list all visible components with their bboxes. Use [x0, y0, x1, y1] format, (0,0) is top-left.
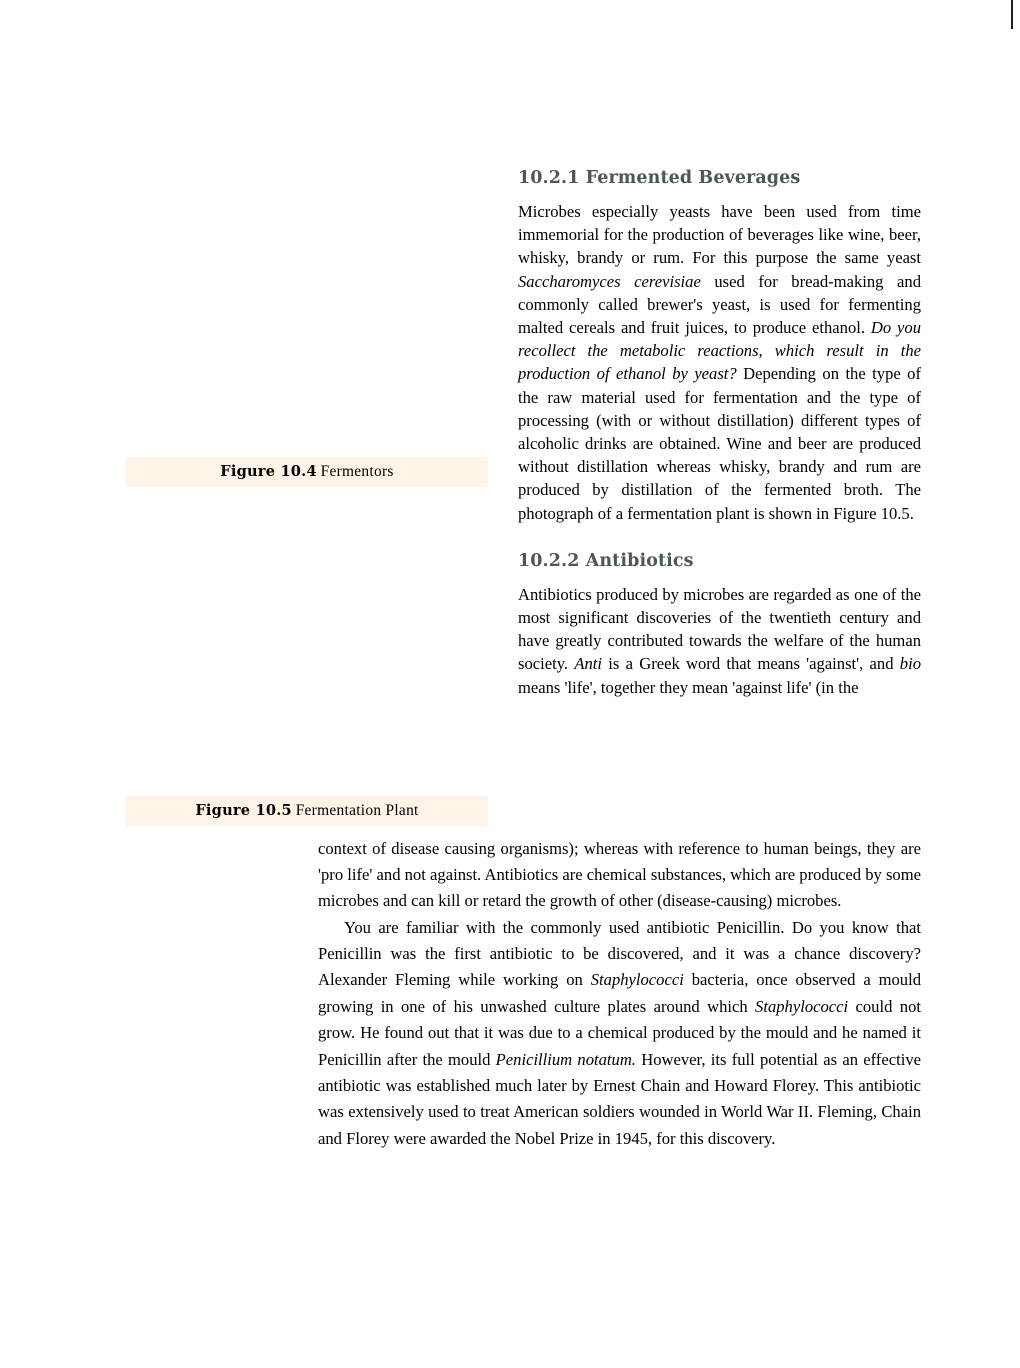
page-edge-mark — [1011, 0, 1013, 29]
text-run: You are familiar with the commonly used antibiotic Penicillin. Do you know that Penicillin was the first antibiotic to be discovered, and it was a chance discovery? Alexander Fleming while working on — [318, 917, 921, 990]
text-run: context of disease causing organisms); whereas with reference to human beings, they are 'pro life' and not against. Antibiotics are chemical substances, which are produced by some microbes and can kill or retard the growth of other (disease-causing) microbes. — [318, 839, 921, 911]
figure-caption-label: Figure 10.5 — [195, 802, 292, 819]
italic-bio: bio — [899, 654, 921, 674]
text-run: Microbes especially yeasts have been used from time immemorial for the production of beverages like wine, beer, whisky, brandy or rum. For this purpose the same yeast — [518, 202, 921, 268]
section-heading-10-2-2: 10.2.2 Antibiotics — [518, 550, 694, 571]
italic-staphylococci-1: Staphylococci — [590, 970, 684, 990]
text-run: Antibiotics produced by microbes are regarded as one of the most significant discoveries of the twentieth century and have greatly contributed towards the welfare of the human society. — [518, 584, 921, 674]
text-run: is a Greek word that means 'against', and — [602, 654, 900, 674]
italic-penicillium-notatum: Penicillium notatum. — [495, 1049, 636, 1069]
right-text-column — [518, 168, 921, 699]
paragraph-fermented-beverages — [518, 200, 921, 525]
italic-anti: Anti — [574, 654, 602, 674]
italic-saccharomyces-cerevisiae: Saccharomyces cerevisiae — [518, 271, 701, 291]
figure-caption-text: Fermentors — [320, 463, 394, 480]
figure-caption-text: Fermentation Plant — [295, 802, 419, 819]
text-run: means 'life', together they mean 'against life' (in the — [518, 677, 859, 697]
section-heading-10-2-1: 10.2.1 Fermented Beverages — [518, 168, 801, 188]
italic-recollect-question: Do you recollect the metabolic reactions, which result in the production of ethanol by yeast? — [518, 318, 921, 384]
figure-10-5-image — [126, 487, 488, 796]
figure-10-4-image — [126, 168, 488, 457]
paragraph-antibiotics-part1 — [518, 583, 921, 699]
italic-staphylococci-2: Staphylococci — [755, 996, 849, 1016]
figure-caption-label: Figure 10.4 — [220, 463, 317, 480]
text-run: used for bread-making and commonly called brewer's yeast, is used for fermenting malted cereals and fruit juices, to produce ethanol. — [518, 271, 921, 338]
figure-caption-10-4 — [126, 457, 488, 487]
full-width-text-column — [318, 836, 921, 1152]
text-run: Depending on the type of the raw material used for fermentation and the type of processing (with or without distillation) different types of alcoholic drinks are obtained. Wine and beer are produced without distillation whereas whisky, brandy and rum are produced by distillation of the fermented broth. The photograph of a fermentation plant is shown in Figure 10.5. — [518, 364, 921, 523]
text-run: However, its full potential as an effective antibiotic was established much later by Ernest Chain and Howard Florey. This antibiotic was extensively used to treat American soldiers wounded in World War II. Fleming, Chain and Florey were awarded the Nobel Prize in 1945, for this discovery. — [318, 1049, 921, 1148]
paragraph-antibiotics-part2 — [318, 836, 921, 915]
text-run: could not grow. He found out that it was due to a chemical produced by the mould and he named it Penicillin after the mould — [318, 996, 921, 1069]
paragraph-penicillin — [318, 915, 921, 1153]
text-run: bacteria, once observed a mould growing in one of his unwashed culture plates around which — [318, 970, 921, 1016]
figure-caption-10-5 — [126, 796, 488, 826]
